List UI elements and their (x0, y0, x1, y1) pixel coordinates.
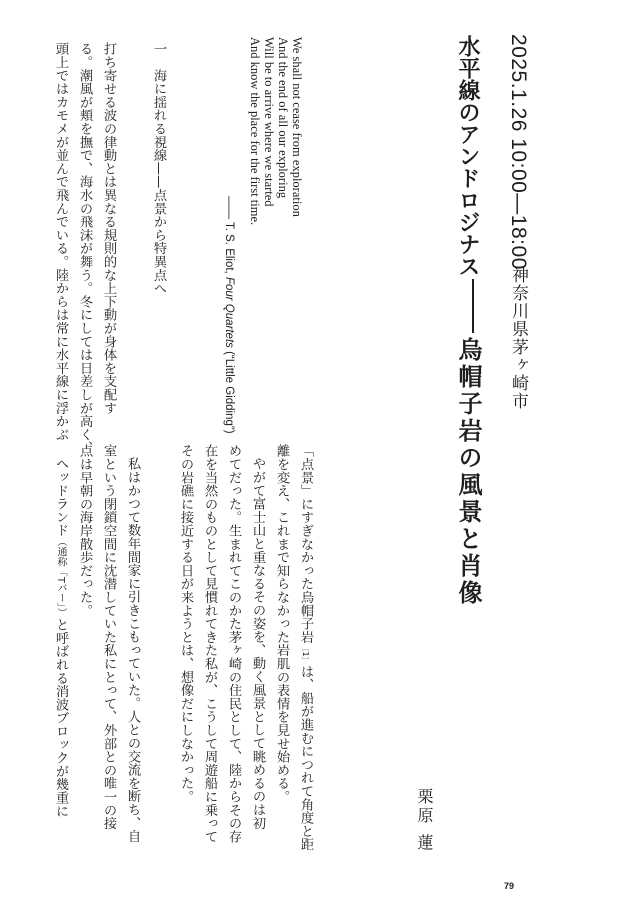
body-line (293, 444, 317, 854)
body-text: は、船が進むにつれて角度と距 (298, 664, 313, 851)
body-line: 頭上ではカモメが並んで飛んでいる。陸からは常に水平線に浮かぶ (53, 42, 68, 441)
body-text-bottom-left (48, 444, 144, 854)
article-title (454, 35, 482, 607)
body-line: 私はかつて数年間家に引きこもっていた。人との交流を断ち、自 (125, 457, 140, 843)
body-line (48, 444, 72, 854)
body-line: 離を変え、これまで知らなかった岩肌の表情を見せ始める。 (274, 444, 289, 804)
event-location: 神奈川県茅ヶ崎市 (509, 266, 528, 410)
epigraph-line: And the end of all our exploring (276, 37, 290, 199)
body-line: 打ち寄せる波の律動とは異なる規則的な上下動が身体を支配す (101, 42, 116, 415)
body-text-bottom-right (173, 444, 317, 854)
page-number: 79 (504, 881, 515, 891)
footnote-marker[interactable]: 〔1〕 (301, 643, 310, 665)
body-text-top-left (48, 42, 120, 455)
body-line: やがて富士山と重なるその姿を、動く風景として眺めるのは初 (250, 457, 265, 830)
author-name (414, 788, 434, 853)
body-line: めてだった。生まれてこのかた茅ヶ崎の住民として、陸からその存 (226, 444, 241, 843)
body-text: 「点景」にすぎなかった烏帽子岩 (298, 444, 313, 644)
title-subtitle: 烏帽子岩の風景と肖像 (454, 337, 483, 607)
parenthetical-note: （通称「Tバー」） (55, 537, 66, 619)
epigraph (244, 37, 304, 225)
attribution-author: —— T. S. Eliot, (223, 196, 235, 277)
body-line: 在を当然のものとして見慣れてきた私が、こうして周遊船に乗って (202, 444, 217, 843)
body-text: と呼ばれる消波ブロックが幾重に (53, 618, 68, 818)
epigraph-line: And know the place for the first time. (248, 37, 262, 226)
epigraph-line: We shall not cease from exploration (290, 37, 304, 217)
event-date-time: 2025.1.26 10:00—18:00 (507, 34, 530, 270)
title-main: 水平線のアンドロジナス (455, 35, 481, 277)
body-line: 室という閉鎖空間に沈潜していた私にとって、外部との唯一の接 (101, 444, 116, 830)
author-given-name: 蓮 (415, 834, 434, 853)
section-heading: 一 海に揺れる視線——点景から特異点へ (151, 42, 166, 295)
author-family-name: 栗原 (415, 788, 434, 826)
epigraph-attribution (222, 196, 236, 434)
body-text: ヘッドランド (53, 457, 68, 538)
epigraph-line: Will be to arrive where we started (262, 37, 276, 207)
title-dash (472, 279, 474, 333)
body-line: その岩礁に接近する日が来ようとは、想像だにしなかった。 (178, 444, 193, 804)
attribution-work: Four Quartets (223, 276, 235, 348)
body-line: 点は早朝の海岸散歩だった。 (77, 444, 92, 617)
attribution-part: (“Little Gidding”) (223, 347, 235, 434)
body-line: る。潮風が頬を撫で、海水の飛沫が舞う。冬にしては日差しが高く、 (77, 42, 92, 455)
